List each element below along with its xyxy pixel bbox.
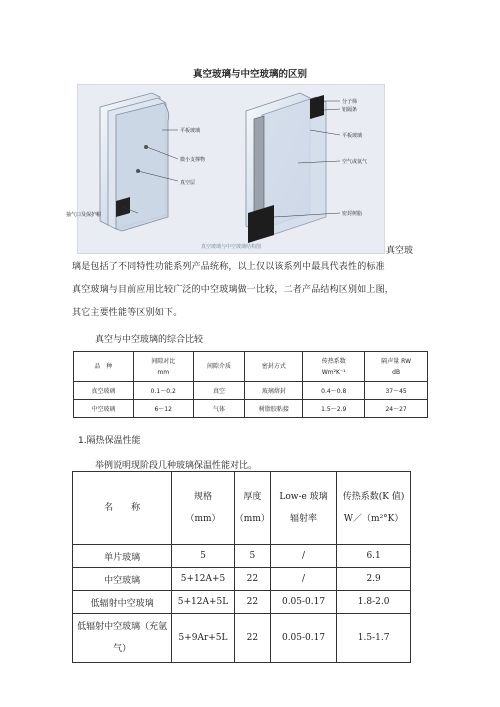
document-title: 真空玻璃与中空玻璃的区别: [192, 69, 307, 80]
table-cell: 0.05-0.17: [270, 591, 336, 614]
table-row: [73, 568, 411, 591]
table-cell: 5+12A+5: [172, 568, 235, 591]
label-vacuum-layer: 真空层: [180, 180, 196, 186]
table1-caption: 真空与中空玻璃的综合比较: [95, 335, 204, 345]
table-cell: 真空玻璃: [74, 382, 134, 400]
insulation-table: [72, 471, 411, 663]
table-cell: 5+9Ar+5L: [172, 614, 235, 663]
table-row: [74, 382, 428, 400]
table1-header-cell: 密封方式: [245, 352, 303, 382]
table-cell: 0.1～0.2: [133, 382, 193, 400]
table-cell: 1.5-1.7: [337, 614, 411, 663]
table1-header-cell: 品 种: [74, 352, 134, 382]
table-cell: 0.4～0.8: [303, 382, 365, 400]
table-cell: 1.5～2.9: [303, 400, 365, 418]
table-cell: 6～12: [133, 400, 193, 418]
section-heading: 1.隔热保温性能: [78, 436, 141, 446]
table-cell: 气体: [193, 400, 245, 418]
table-cell: 中空玻璃: [74, 400, 134, 418]
paragraph-line-1: 璃是包括了不同特性功能系列产品统称，以上仅以该系列中最具代表性的标准: [72, 262, 385, 272]
table-cell: 低辐射中空玻璃: [73, 591, 172, 614]
table-cell: /: [270, 568, 336, 591]
table-cell: 1.8-2.0: [337, 591, 411, 614]
table-row: [73, 614, 411, 663]
paragraph-lead: 真空玻: [386, 246, 414, 256]
label-evacuation-port: 抽气口及保护帽: [66, 212, 102, 218]
table-row: [74, 400, 428, 418]
label-flat-glass-left: 平板玻璃: [180, 128, 201, 134]
table2-header-cell: 规格 （mm）: [172, 472, 235, 545]
table1-header-cell: 间隙对比 mm: [133, 352, 193, 382]
table-cell: 5: [172, 545, 235, 568]
table-cell: 低辐射中空玻璃（充氩气）: [73, 614, 172, 663]
table1-header-cell: 间隙介质: [193, 352, 245, 382]
structure-figure: [66, 84, 385, 254]
section-intro: 举例说明现阶段几种玻璃保温性能对比。: [95, 461, 258, 471]
label-aluminum-spacer: 铝隔条: [342, 107, 358, 113]
table1-header-cell: 传热系数 Wm²K⁻¹: [303, 352, 365, 382]
table-cell: 单片玻璃: [73, 545, 172, 568]
table1-header-row: [74, 352, 428, 382]
figure-caption: 真空玻璃与中空玻璃结构图: [200, 244, 261, 250]
structure-illustration: [78, 85, 384, 253]
label-sealing-resin: 密封树脂: [342, 211, 363, 217]
table2-header-row: [73, 472, 411, 545]
table-cell: 树脂胶粘接: [245, 400, 303, 418]
table2-header-cell: 传热系数(K 值) W／（m²°K）: [337, 472, 411, 545]
label-micro-support: 微小支撑物: [180, 157, 206, 163]
comparison-table: [73, 351, 428, 418]
table-cell: 中空玻璃: [73, 568, 172, 591]
table-cell: 2.9: [337, 568, 411, 591]
table-cell: 22: [234, 568, 270, 591]
table-cell: 0.05-0.17: [270, 614, 336, 663]
table-cell: 37～45: [365, 382, 428, 400]
table-cell: 5+12A+5L: [172, 591, 235, 614]
paragraph-line-2: 真空玻璃与目前应用比较广泛的中空玻璃做一比较，二者产品结构区别如上图，: [72, 285, 395, 295]
table-cell: 22: [234, 614, 270, 663]
table-cell: /: [270, 545, 336, 568]
table-cell: 24～27: [365, 400, 428, 418]
table-row: [73, 545, 411, 568]
table-cell: 6.1: [337, 545, 411, 568]
table2-header-cell: 名 称: [73, 472, 172, 545]
table-cell: 真空: [193, 382, 245, 400]
table2-header-cell: Low-e 玻璃 辐射率: [270, 472, 336, 545]
label-molecular-sieve: 分子筛: [342, 99, 358, 105]
label-flat-glass-right: 平板玻璃: [342, 133, 363, 139]
table-cell: 玻璃熔封: [245, 382, 303, 400]
table-cell: 22: [234, 591, 270, 614]
table-row: [73, 591, 411, 614]
table-cell: 5: [234, 545, 270, 568]
table2-header-cell: 厚度 （mm）: [234, 472, 270, 545]
paragraph-line-3: 其它主要性能等区别如下。: [72, 308, 183, 318]
label-air-or-argon: 空气或氩气: [342, 159, 368, 165]
table1-header-cell: 隔声量 RW dB: [365, 352, 428, 382]
